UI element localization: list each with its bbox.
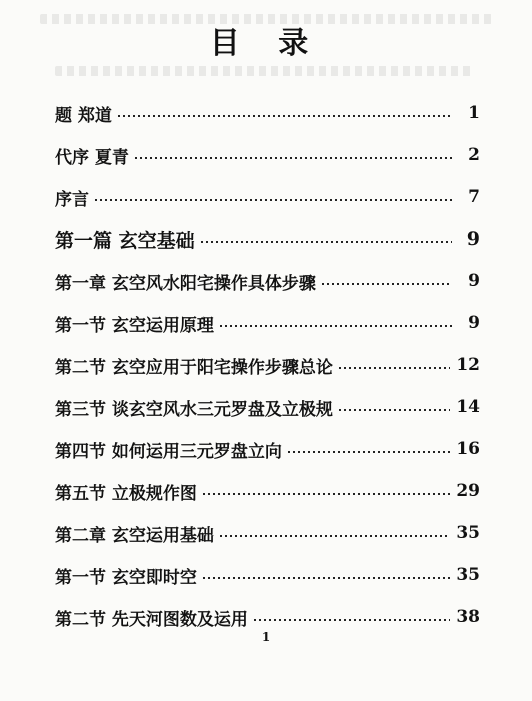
dot-leader <box>288 451 450 453</box>
toc-entry-label: 第三节 谈玄空风水三元罗盘及立极规 <box>55 399 333 420</box>
dot-leader <box>118 115 452 117</box>
toc-entry[interactable] <box>55 92 480 134</box>
dot-leader <box>203 493 450 495</box>
dot-leader <box>203 577 450 579</box>
toc-entry-label: 第二节 玄空应用于阳宅操作步骤总论 <box>55 357 333 378</box>
toc-entry[interactable] <box>55 386 480 428</box>
dot-leader <box>254 619 450 621</box>
toc-entry[interactable] <box>55 512 480 554</box>
toc-entry-page: 2 <box>468 145 480 165</box>
dot-leader <box>322 283 452 285</box>
toc-entry[interactable] <box>55 218 480 260</box>
page-title: 目 录 <box>209 26 323 61</box>
toc-entry-label: 第二章 玄空运用基础 <box>55 525 214 546</box>
toc-entry-page: 14 <box>456 397 480 417</box>
toc-entry[interactable] <box>55 554 480 596</box>
dot-leader <box>220 535 450 537</box>
dot-leader <box>201 241 452 243</box>
toc-entry-page: 16 <box>456 439 480 459</box>
toc-entry-page: 35 <box>456 565 480 585</box>
toc-entry-page: 38 <box>456 607 480 627</box>
toc-entry[interactable] <box>55 344 480 386</box>
toc-entry[interactable] <box>55 302 480 344</box>
toc-entry[interactable] <box>55 470 480 512</box>
dot-leader <box>339 367 450 369</box>
toc-entry-page: 35 <box>456 523 480 543</box>
toc-entry-page: 9 <box>466 228 480 250</box>
toc-entry-page: 9 <box>468 271 480 291</box>
toc-entry-label: 第一篇 玄空基础 <box>55 229 195 252</box>
dot-leader <box>220 325 452 327</box>
toc-entry-page: 29 <box>456 481 480 501</box>
toc-entry-label: 第四节 如何运用三元罗盘立向 <box>55 441 282 462</box>
toc-entry-label: 序言 <box>55 189 89 210</box>
bleed-through-line <box>55 66 472 76</box>
dot-leader <box>339 409 450 411</box>
toc-entry-page: 7 <box>468 187 480 207</box>
toc-entry-page: 12 <box>456 355 480 375</box>
toc-entry-label: 代序 夏青 <box>55 147 129 168</box>
toc-entry-page: 9 <box>468 313 480 333</box>
dot-leader <box>135 157 452 159</box>
toc-entry-label: 第五节 立极规作图 <box>55 483 197 504</box>
toc-entry-label: 第一节 玄空即时空 <box>55 567 197 588</box>
toc-entry[interactable] <box>55 260 480 302</box>
dot-leader <box>95 199 452 201</box>
toc-entry-label: 第一章 玄空风水阳宅操作具体步骤 <box>55 273 316 294</box>
toc-entry-label: 第一节 玄空运用原理 <box>55 315 214 336</box>
table-of-contents <box>55 92 480 638</box>
toc-entry-label: 题 郑道 <box>55 105 112 126</box>
toc-entry-page: 1 <box>468 103 480 123</box>
toc-entry[interactable] <box>55 176 480 218</box>
toc-entry[interactable] <box>55 428 480 470</box>
toc-entry[interactable] <box>55 134 480 176</box>
page-number: 1 <box>261 630 271 644</box>
toc-entry-label: 第二节 先天河图数及运用 <box>55 609 248 630</box>
